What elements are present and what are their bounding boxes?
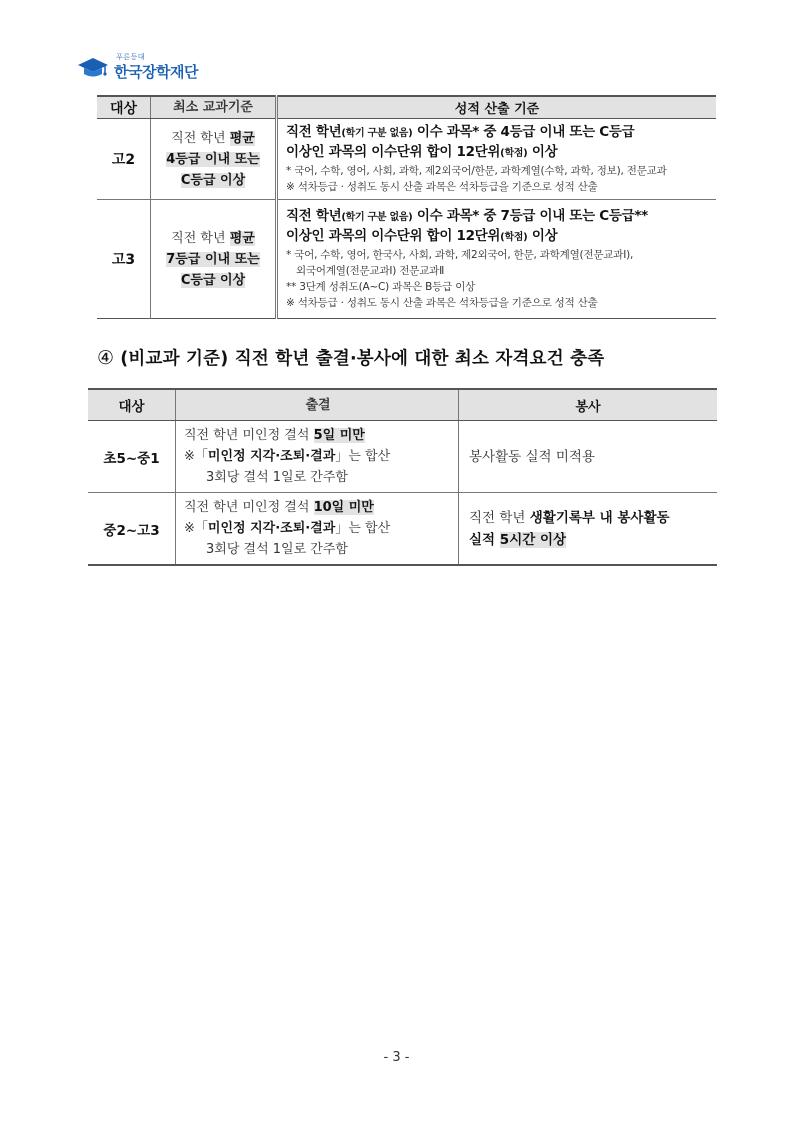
header-target: 대상 [88,389,176,421]
attendance-line: 직전 학년 미인정 결석 10일 미만 [184,500,374,515]
section-title: (비교과 기준) 직전 학년 출결·봉사에 대한 최소 자격요건 충족 [120,349,605,369]
table-row [97,119,716,200]
attendance-note: 3회당 결석 1일로 간주함 [206,542,348,557]
criteria-note: 외국어계열(전문교과Ⅰ) 전문교과Ⅱ [296,265,445,277]
row-min-criteria [151,200,277,319]
header-service: 봉사 [459,389,718,421]
row-service [459,493,718,566]
row-min-criteria [151,119,277,200]
table-header-row [97,96,716,119]
table-row [88,493,717,566]
attendance-service-table [88,388,717,566]
attendance-note: 3회당 결석 1일로 간주함 [206,470,348,485]
logo [76,50,206,84]
criteria-main-line: 이상인 과목의 이수단위 합이 12단위(학점) 이상 [286,144,558,160]
attendance-note: ※「미인정 지각·조퇴·결과」는 합산 [184,449,391,464]
criteria-highlight: 7등급 이내 또는 [166,251,260,267]
row-attendance [176,421,459,493]
criteria-note: ※ 석차등급 · 성취도 동시 산출 과목은 석차등급을 기준으로 성적 산출 [286,181,598,193]
row-target: 초5~중1 [88,421,176,493]
row-service: 봉사활동 실적 미적용 [459,421,718,493]
section-number: ④ [97,347,115,369]
criteria-main-line: 직전 학년(학기 구분 없음) 이수 과목* 중 4등급 이내 또는 C등급 [286,124,635,140]
criteria-note: ** 3단계 성취도(A~C) 과목은 B등급 이상 [286,281,476,293]
attendance-line: 직전 학년 미인정 결석 5일 미만 [184,428,365,443]
attendance-note: ※「미인정 지각·조퇴·결과」는 합산 [184,521,391,536]
graduation-cap-icon [76,56,110,78]
criteria-highlight: C등급 이상 [180,272,246,288]
table-row [88,421,717,493]
logo-tagline: 푸른등대 [116,53,146,61]
criteria-main-line: 이상인 과목의 이수단위 합이 12단위(학점) 이상 [286,228,558,244]
criteria-prefix: 직전 학년 [171,130,226,146]
header-calc-criteria: 성적 산출 기준 [277,96,717,119]
row-attendance [176,493,459,566]
criteria-highlight: 평균 [229,130,255,146]
table-header-row [88,389,717,421]
criteria-note: * 국어, 수학, 영어, 사회, 과학, 제2외국어/한문, 과학계열(수학, 과학, 정보), 전문교과 [286,165,667,177]
criteria-note: ※ 석차등급 · 성취도 동시 산출 과목은 석차등급을 기준으로 성적 산출 [286,297,598,309]
row-target: 고2 [97,119,151,200]
criteria-prefix: 직전 학년 [171,230,226,246]
criteria-note: * 국어, 수학, 영어, 한국사, 사회, 과학, 제2외국어, 한문, 과학계열(전문교과Ⅰ), [286,249,634,261]
table-row [97,200,716,319]
header-min-criteria: 최소 교과기준 [151,96,277,119]
criteria-highlight: 평균 [229,230,255,246]
header-attendance: 출결 [176,389,459,421]
row-target: 고3 [97,200,151,319]
row-calc-criteria [277,119,717,200]
criteria-highlight: 4등급 이내 또는 [166,151,260,167]
section-heading [97,345,604,370]
criteria-highlight: C등급 이상 [180,172,246,188]
page-number: - 3 - [383,1050,410,1065]
row-target: 중2~고3 [88,493,176,566]
service-line: 실적 5시간 이상 [469,531,567,548]
criteria-main-line: 직전 학년(학기 구분 없음) 이수 과목* 중 7등급 이내 또는 C등급** [286,208,648,224]
grade-criteria-table [97,95,716,319]
logo-name: 한국장학재단 [114,63,198,81]
service-line: 직전 학년 생활기록부 내 봉사활동 [469,509,670,526]
header-target: 대상 [97,96,151,119]
row-calc-criteria [277,200,717,319]
